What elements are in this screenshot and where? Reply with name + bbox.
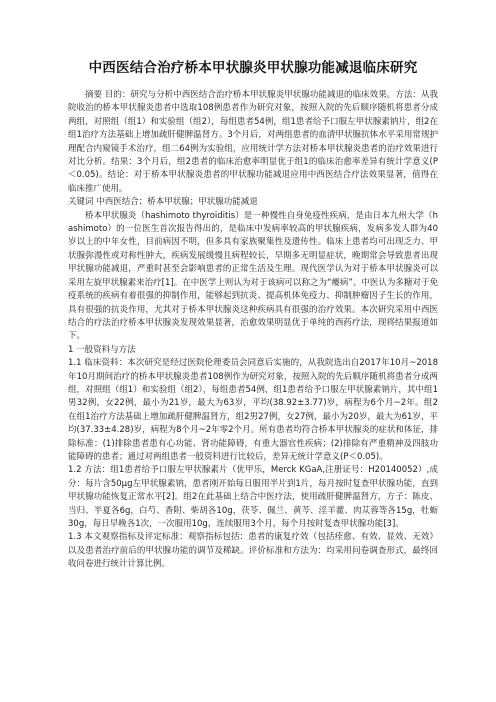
abstract-paragraph: 摘要 目的：研究与分析中西医结合治疗桥本甲状腺炎甲状腺功能减退的临床效果。方法：从我院收治的桥本甲状腺炎患者中选取108例患者作为研究对象，按照入院的先后顺序随机将患者分成两组，对照组（组1）和实验组（组2），每组患者54例，组1患者给予口服左甲状腺素钠片，组2在组1治疗方法基础上增加疏肝健脾温肾方。3个月后，对两组患者的血清甲状腺抗体水平采用常规护理配合内窥镜手术治疗，组二64例为实验组，应用统计学方法对桥本甲状腺炎患者的治疗效果进行对比分析。结果：3个月后，组2患者的临床治愈率明显优于组1的临床治愈率差异有统计学意义(P＜0.05)。结论：对于桥本甲状腺炎患者的甲状腺功能减退应用中西医结合疗法效果显著，值得在临床推广使用。	[68, 90, 438, 194]
paper-title: 中西医结合治疗桥本甲状腺炎甲状腺功能减退临床研究	[88, 60, 418, 76]
section-1-2-methods: 1.2 方法：组1患者给予口服左甲状腺素片（优甲乐，Merck KGaA,注册证号：H20140052）,成分：每片含50μg左甲状腺素钠，患者刚开始每日服用半片到1片，每月按时复查甲状腺功能，直到甲状腺功能恢复正常水平[2]。组2在此基础上结合中医疗法，使用疏肝健脾温肾方，方子：陈皮、当归、半夏各6g，白芍、香附、柴胡各10g，茯苓、佩兰、黄芩、淫羊藿、肉苁蓉等各15g，牡蛎30g，每日早晚各1次，一次服用10g，连续服用3个月，每个月按时复查甲状腺功能[3]。	[68, 465, 438, 529]
keywords-line: 关键词 中西医结合；桥本甲状腺；甲状腺功能减退	[68, 197, 258, 208]
section-1-1-clinical-data: 1.1 临床资料：本次研究是经过医院伦理委员会同意后实施的，从我院选出自2017年10月~2018年10月期间治疗的桥本甲状腺炎患者108例作为研究对象，按照入院的先后顺序随机将患者分成两组，对照组（组1）和实验组（组2），每组患者54例，组1患者给予口服左甲状腺素钠片，其中组1男32例，女22例，最小为21岁，最大为63岁，平均(38.92±3.77)岁，病程为6个月~2年。组2在组1治疗方法基础上增加疏肝健脾温肾方，组2男27例，女27例，最小为20岁，最大为61岁，平均(37.33±4.28)岁，病程为8个月~2年零2个月。所有患者均符合桥本甲状腺炎的症状和体征，排除标准：(1)排除患者患有心功能、肾功能障碍，有重大器官性疾病；(2)排除有严重精神及四肢功能障碍的患者；通过对两组患者一般资料进行比较后，差异无统计学意义(P＜0.05)。	[68, 358, 438, 462]
introduction-paragraph: 桥本甲状腺炎（hashimoto thyroiditis）是一种慢性自身免疫性疾病，是由日本九州大学（hashimoto）的一位医生首次报告得出的，是临床中发病率较高的甲状腺疾病，发病多发人群为40岁以上的中年女性，目前病因不明，但多具有家族聚集性及遗传性。临床上患者均可出现乏力、甲状腺弥漫性或对称性肿大，疾病发展缓慢且病程较长，早期多无明显症状，晚期常会导致患者出现甲状腺功能减退，严重时甚至会影响患者的正常生活及生理。现代医学认为对于桥本甲状腺炎可以采用左旋甲状腺素来治疗[1]。在中医学上则认为对于该病可以称之为“瘿病”。中医认为多糖对于免疫系统的疾病有着很强的抑制作用，能够起到抗炎、提高机体免疫力、抑制肿瘤因子生长的作用，具有很强的抗炎作用，尤其对于桥本甲状腺炎这种疾病具有很强的治疗效果。本次研究采用中西医结合的疗法治疗桥本甲状腺炎发现效果显著，治愈效果明显优于单纯的西药疗法，现将结果报道如下。	[68, 210, 438, 342]
section-1-3-observation-indicators: 1.3 本文观察指标及评定标准：观察指标包括：患者的康复疗效（包括痊愈、有效、显效、无效）以及患者治疗前后的甲状腺功能的调节及稀缺。评价标准和方法为：均采用问卷调查形式，最终回收问卷进行统计计算比例。	[68, 532, 438, 570]
section-1-heading: 1 一般资料与方法	[68, 344, 136, 355]
